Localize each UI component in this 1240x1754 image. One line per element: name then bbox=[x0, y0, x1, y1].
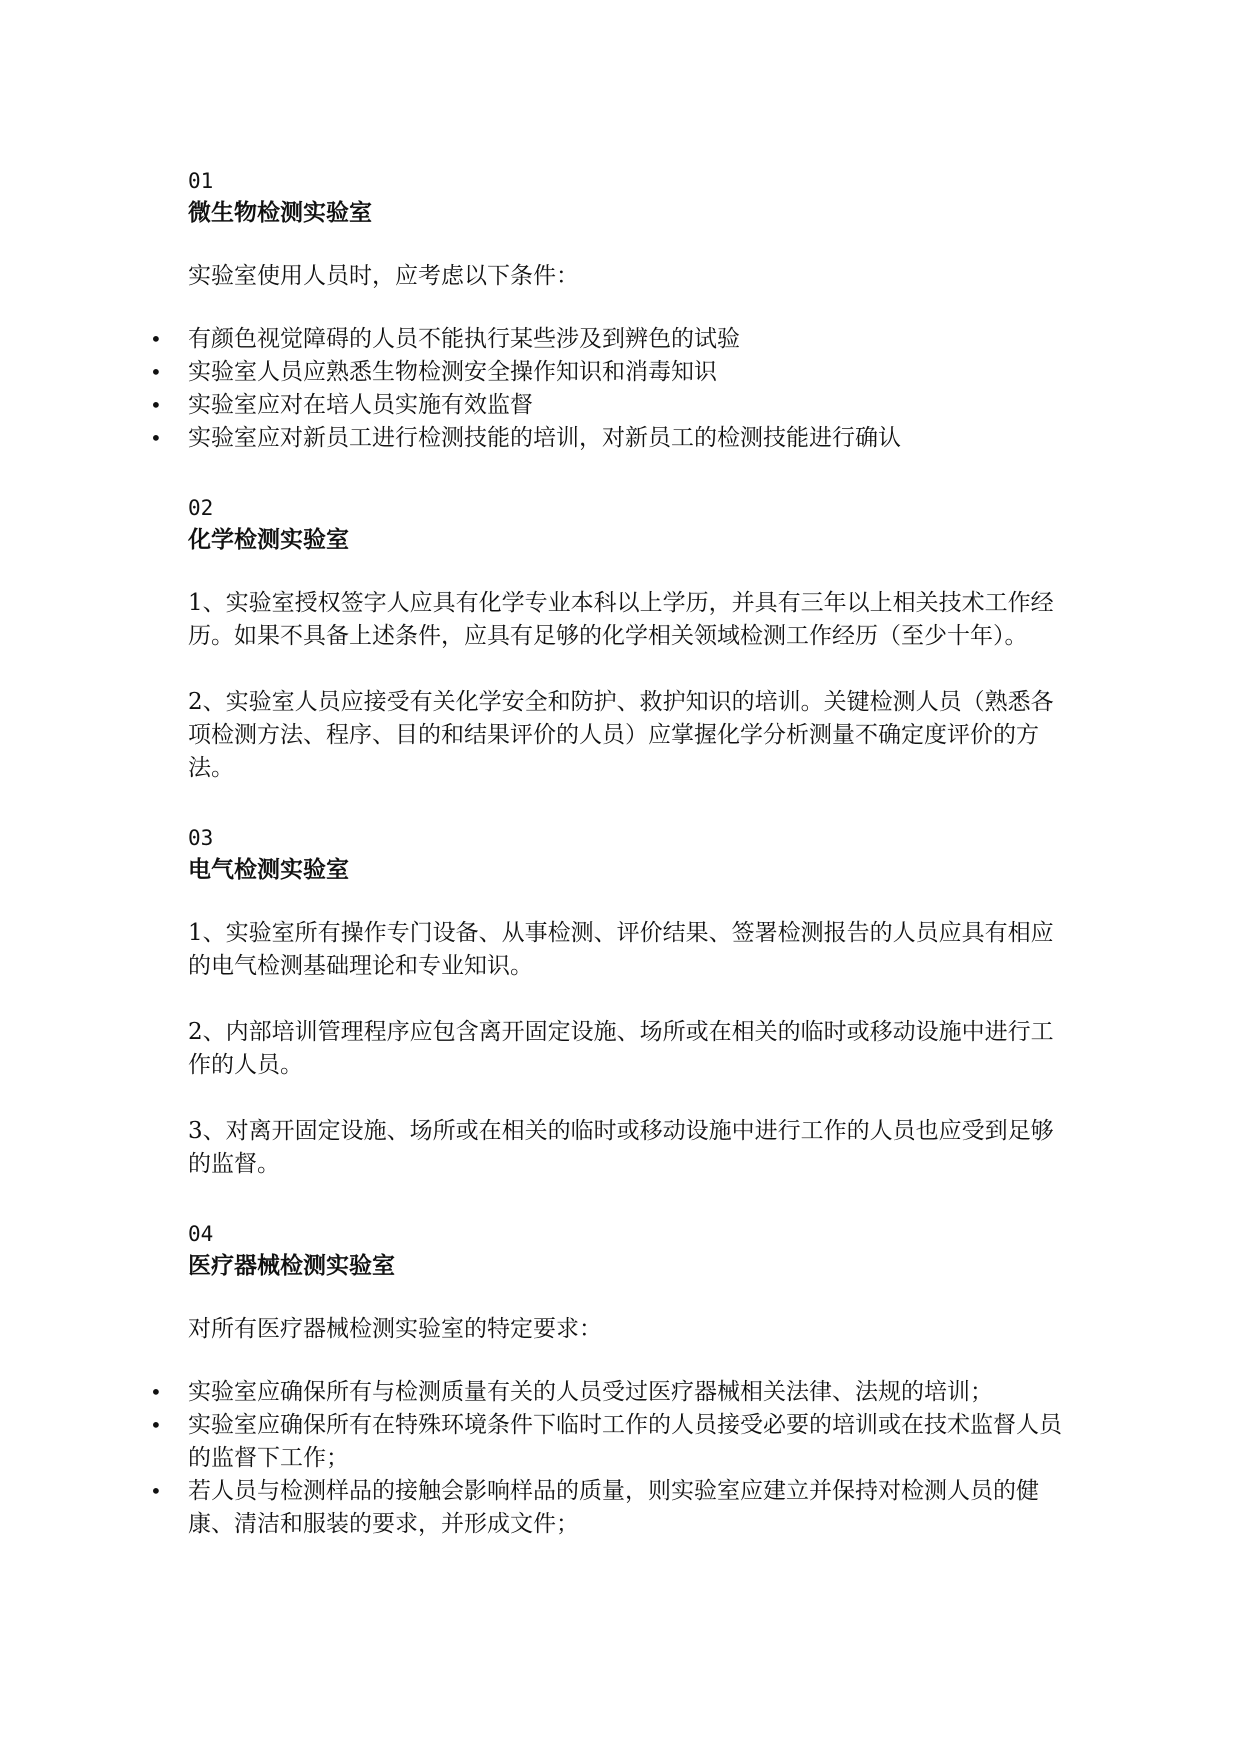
bullet-icon: • bbox=[150, 1479, 162, 1503]
paragraph: 2、内部培训管理程序应包含离开固定设施、场所或在相关的临时或移动设施中进行工作的人员。 bbox=[188, 1019, 1054, 1078]
bullet-list bbox=[150, 1376, 1068, 1541]
list-item-text: 若人员与检测样品的接触会影响样品的质量，则实验室应建立并保持对检测人员的健康、清洁和服装的要求，并形成文件； bbox=[188, 1478, 1039, 1537]
bullet-list bbox=[150, 323, 1068, 455]
section-intro: 实验室使用人员时，应考虑以下条件： bbox=[188, 263, 579, 289]
section-number: 01 bbox=[188, 169, 214, 193]
bullet-icon: • bbox=[150, 1413, 162, 1437]
section-title: 化学检测实验室 bbox=[188, 527, 349, 553]
list-item-text: 实验室应对在培人员实施有效监督 bbox=[188, 392, 533, 418]
list-item bbox=[150, 422, 1068, 455]
list-item bbox=[150, 323, 1068, 356]
list-item-text: 实验室应对新员工进行检测技能的培训，对新员工的检测技能进行确认 bbox=[188, 425, 901, 451]
paragraph: 1、实验室授权签字人应具有化学专业本科以上学历，并具有三年以上相关技术工作经历。如果不具备上述条件，应具有足够的化学相关领域检测工作经历（至少十年）。 bbox=[188, 590, 1054, 649]
section-chemistry bbox=[188, 493, 1068, 785]
bullet-icon: • bbox=[150, 426, 162, 450]
list-item-text: 实验室人员应熟悉生物检测安全操作知识和消毒知识 bbox=[188, 359, 717, 385]
section-medical-devices bbox=[150, 1219, 1068, 1541]
list-item bbox=[150, 356, 1068, 389]
list-item bbox=[150, 1475, 1068, 1541]
paragraph: 2、实验室人员应接受有关化学安全和防护、救护知识的培训。关键检测人员（熟悉各项检测方法、程序、目的和结果评价的人员）应掌握化学分析测量不确定度评价的方法。 bbox=[188, 689, 1054, 781]
section-intro: 对所有医疗器械检测实验室的特定要求： bbox=[188, 1316, 602, 1342]
section-title: 医疗器械检测实验室 bbox=[188, 1253, 395, 1279]
section-number: 04 bbox=[188, 1222, 214, 1246]
section-electrical bbox=[188, 823, 1068, 1181]
section-title: 电气检测实验室 bbox=[188, 857, 349, 883]
bullet-icon: • bbox=[150, 327, 162, 351]
list-item bbox=[150, 389, 1068, 422]
bullet-icon: • bbox=[150, 360, 162, 384]
section-title: 微生物检测实验室 bbox=[188, 200, 372, 226]
list-item bbox=[150, 1409, 1068, 1475]
section-number: 02 bbox=[188, 496, 214, 520]
document-page bbox=[150, 166, 1068, 1579]
list-item bbox=[150, 1376, 1068, 1409]
list-item-text: 有颜色视觉障碍的人员不能执行某些涉及到辨色的试验 bbox=[188, 326, 740, 352]
bullet-icon: • bbox=[150, 1380, 162, 1404]
section-number: 03 bbox=[188, 826, 214, 850]
paragraph: 1、实验室所有操作专门设备、从事检测、评价结果、签署检测报告的人员应具有相应的电气检测基础理论和专业知识。 bbox=[188, 920, 1054, 979]
list-item-text: 实验室应确保所有在特殊环境条件下临时工作的人员接受必要的培训或在技术监督人员的监督下工作； bbox=[188, 1412, 1062, 1471]
section-microbiology bbox=[150, 166, 1068, 455]
bullet-icon: • bbox=[150, 393, 162, 417]
paragraph: 3、对离开固定设施、场所或在相关的临时或移动设施中进行工作的人员也应受到足够的监督。 bbox=[188, 1118, 1054, 1177]
list-item-text: 实验室应确保所有与检测质量有关的人员受过医疗器械相关法律、法规的培训； bbox=[188, 1379, 993, 1405]
